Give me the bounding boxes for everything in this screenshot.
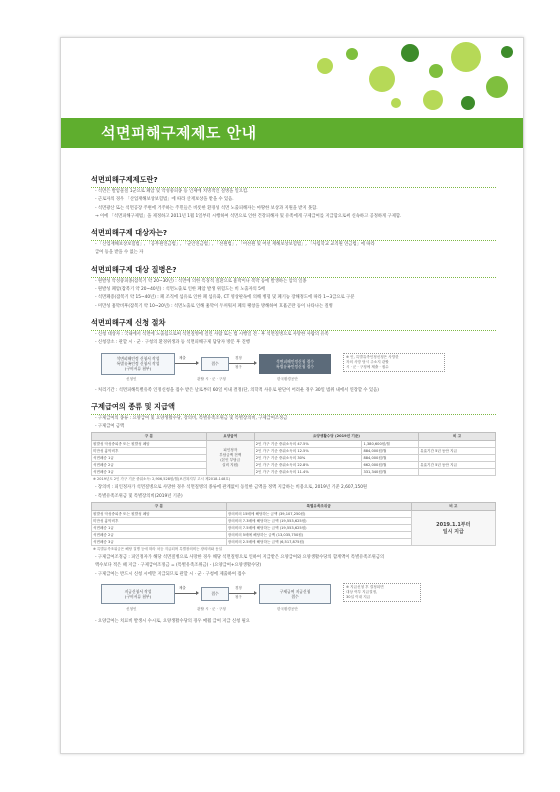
decor-circle xyxy=(401,44,419,62)
table-cell: 석면폐증 3급 xyxy=(92,469,207,476)
cell-line: (본인 부담금 xyxy=(220,458,241,463)
table-cell: 662,000원/월 xyxy=(362,462,419,469)
flow-arrow-label: 제출 xyxy=(179,355,186,360)
procedure-flow xyxy=(91,351,496,385)
text-line: - 석면은 발암물질 1군으로 폐암 및 악성중피종 등 인체에 치명적인 질병을 일으킴. xyxy=(95,189,249,194)
text-line: - 미만성 흉막비후(잠복기 약 10~20년) : 석면노출로 인해 흉막이 두꺼워져 폐의 팽창을 방해하여 호흡곤란 등이 나타나는 질병 xyxy=(95,303,333,309)
flow-note: ※ 지급신청 후 결정되면 대상 여부 지급결정, 30일 이내 지급 xyxy=(343,583,421,602)
table-cell: 1,380,600원/월 xyxy=(362,441,419,448)
table-cell xyxy=(206,441,254,476)
text-line: - 원발성 폐암(잠복기 약 20~40년) : 석면노출로 인한 폐암 발생 위험도는 비 노출자의 5배 xyxy=(95,287,266,293)
cell-line: 피인정자 xyxy=(223,448,238,453)
table-cell: 2인 가구 기준 중위소득의 12.5% xyxy=(254,448,362,455)
table-cell: 2인 가구 기준 중위소득의 47.5% xyxy=(254,441,362,448)
flow-arrow xyxy=(229,593,255,594)
table-cell: 2인 가구 기준 중위소득의 22.8% xyxy=(254,462,362,469)
table-row xyxy=(92,455,496,462)
table-cell: 미만성 흉막비후 xyxy=(92,448,207,455)
section-procedure xyxy=(91,315,496,395)
text-line: - 석면광산 또는 석면공장 주변에 거주하는 주민들은 비롯한 환경성 석면 노출피해자는 마땅한 보상과 지원을 받지 못함. xyxy=(95,205,318,211)
table-cell: 원발성 악성중피종 또는 원발성 폐암 xyxy=(92,511,227,518)
section-benefits xyxy=(91,399,496,626)
table-header-row xyxy=(92,503,496,511)
text-line: - 구제급여조정금 : 피인정자가 해당 석면질병으로 사망한 경우 해당 석면질병으로 인하여 지급받은 요양급여와 요양생활수당의 합계액이 특별유족조위금의 xyxy=(95,555,385,561)
decor-circle xyxy=(317,58,333,74)
table-cell xyxy=(419,455,496,462)
flow-arrow-label: 제출 xyxy=(179,585,186,590)
text-line: - 구제급여는 반드시 신청 시에만 지급되므로 관할 시 · 군 · 구청에 제출하여 접수 xyxy=(95,571,246,577)
table-header: 요양급여 xyxy=(206,433,254,441)
table-cell: 2인 가구 기준 중위소득의 11.4% xyxy=(254,469,362,476)
table-cell: 장의비의 5배에 해당하는 금액 (13,035,750원) xyxy=(226,532,411,539)
table-header: 요양생활수당 (2019년 기준) xyxy=(254,433,418,441)
section-title: 구제급여의 종류 및 지급액 xyxy=(91,399,496,415)
text-line: - 구제급여 금액 xyxy=(95,424,125,430)
flow-note: ※ 인, 특별유족인정신청은 사망한 자의 사망 당시 주소지 관할 시 · 군 · 구청에 제출 · 접수 xyxy=(343,353,445,372)
flow-arrow xyxy=(229,363,255,364)
table-header-row xyxy=(92,433,496,441)
flow-box-receipt: 접수 xyxy=(201,357,229,371)
cell-line: 부담금액 전액 xyxy=(219,453,242,458)
table-cell: 884,000원/월 xyxy=(362,455,419,462)
table-cell: 884,000원/월 xyxy=(362,448,419,455)
content xyxy=(91,168,496,626)
text-line: - 장의비 : 피인정자가 석면질병으로 사망한 경우 석면질병의 종류에 관계없이 동일한 금액을 정액 지급하는 비용으로, 2019년 기준 2,607,150원 xyxy=(95,485,368,491)
header-banner xyxy=(61,38,523,168)
section-title: 석면피해구제제도란? xyxy=(91,172,496,188)
table-header: 특별유족조위금 xyxy=(226,503,411,511)
table-row xyxy=(92,441,496,448)
benefit-table xyxy=(91,432,496,476)
table-cell: 장의비의 15배에 해당하는 금액 (39,107,250원) xyxy=(226,511,411,518)
decor-circle xyxy=(369,66,395,92)
table-cell: 장의비의 7.5배에 해당하는 금액 (19,553,625원) xyxy=(226,525,411,532)
text-line: - 석면폐증(잠복기 약 15~40년) : 폐 조직에 섬유로 인한 폐 섬유화, CT 영상판독에 의해 병형 및 폐기능 장해정도에 따라 1~3급으로 구분 xyxy=(95,295,355,301)
table-note: ※ 2019년도 2인 가구 기준 중위소득: 2,906,528원/월(보건복지부 고시 제2018-148호) xyxy=(93,477,231,482)
table-cell: 유효기간 5년 동안 지급 xyxy=(419,448,496,455)
table-cell: 장의비의 2.5배에 해당하는 금액 (6,517,875원) xyxy=(226,539,411,546)
section-title: 석면피해구제 대상 질병은? xyxy=(91,262,496,278)
text-line: - 특별유족조위금 및 특별장의비(2019년 기준) xyxy=(95,493,183,499)
document-page xyxy=(60,37,524,754)
flow-arrow-label: 경정 xyxy=(235,585,242,590)
flow-arrow xyxy=(175,593,197,594)
flow-label: 신청인 xyxy=(126,376,137,381)
text-line: - 원발성 악성중피종(잠복기 약 20~30년) : 석면에 의한 특징적 질환으로 흉막이나 복막 등에 발생하는 암의 일종 xyxy=(95,278,307,284)
flow-label: 한국환경공단 xyxy=(277,376,298,381)
flow-label: 관할 시 · 군 · 구청 xyxy=(197,606,226,611)
table-note: ※ 특별유족조위금은 해당 질병 등에 따라 차등 지급되며 특별장의비는 장의비와 동일 xyxy=(93,547,223,552)
table-cell: 석면폐증 1급 xyxy=(92,455,207,462)
text-line: - 「산업재해보상보험법」, 「공무원연금법」, 「군인연금법」, 「선원법」, 「어선원 및 어선 재해보상보험법」, 「사립학교 교직원 연금법」에 따라 xyxy=(95,242,375,248)
flow-box-agency: 석면피해인정신청 접수 특별유족인정신청 접수 xyxy=(259,354,331,374)
table-cell: 석면폐증 1급 xyxy=(92,525,227,532)
text-line: - 근로자의 경우 「산업재해보상보험법」에 따라 산재보상을 받을 수 있음. xyxy=(95,197,234,203)
text-line: - 구제급여의 종류 : 요양급여 및 요양생활수당, 장의비, 특별유족조위금 및 특별장의비, 구제급여조정금 xyxy=(95,415,288,421)
text-line: 액수보다 적은 때 지급 · 구제급여조정금 = (특별유족조위금) - (요양급여+요양생활수당) xyxy=(95,563,262,569)
flow-arrow xyxy=(175,363,197,364)
flow-box-application: 석면피해인정 신청서 작성 특별유족인정 신청서 작성 (구비서류 첨부) xyxy=(101,353,175,375)
table-header: 비 고 xyxy=(411,503,495,511)
page-title: 석면피해구제제도 안내 xyxy=(101,124,257,142)
decor-circle xyxy=(461,96,475,110)
decor-circle xyxy=(451,42,481,72)
table-cell: 331,340원/월 xyxy=(362,469,419,476)
flow-box-application: 지급신청서 작성 (구비서류 첨부) xyxy=(101,584,175,604)
table-cell xyxy=(419,469,496,476)
table-row xyxy=(92,462,496,469)
flow-arrow-label: 경정 xyxy=(235,355,242,360)
flow-label: 한국환경공단 xyxy=(277,606,298,611)
section-title: 석면피해구제 신청 절차 xyxy=(91,315,496,331)
table-row xyxy=(92,469,496,476)
decor-circle xyxy=(423,90,443,110)
table-cell xyxy=(419,441,496,448)
table-row xyxy=(92,511,496,518)
flow-arrow-label: 청구 xyxy=(235,364,242,369)
text-line: → 이에 「석면피해구제법」을 제정하고 2011년 1월 1일부터 시행하여 석면으로 인한 건강피해자 및 유족에게 구제급여를 지급함으로써 신속하고 공정하게 구제함. xyxy=(95,213,402,219)
table-cell: 석면폐증 3급 xyxy=(92,539,227,546)
table-header: 비 고 xyxy=(419,433,496,441)
section-diseases xyxy=(91,262,496,311)
text-line: - 신청장소 : 관할 시 · 군 · 구청의 환경위생과 등 석면피해구제 담당자 방문 후 진행 xyxy=(95,340,250,346)
table-cell: 석면폐증 2급 xyxy=(92,462,207,469)
section-eligibility xyxy=(91,225,496,258)
table-row xyxy=(92,448,496,455)
text-line: - 처리기간 : 석면피해특별유족 인정신청을 접수 받은 날로부터 60일 이내 결정(단, 의학적 사유로 판단이 어려운 경우 30일 범위 내에서 연장할 수 있음) xyxy=(95,387,379,393)
table-cell: 2인 가구 기준 중위소득의 30% xyxy=(254,455,362,462)
decor-circle xyxy=(501,46,513,58)
section-overview xyxy=(91,172,496,221)
text-line: 급여 등을 받을 수 없는 자 xyxy=(95,250,144,256)
table-cell: 미만성 흉막비후 xyxy=(92,518,227,525)
table-cell: 2019.1.1부터 일시 지급 xyxy=(411,511,495,546)
text-line: - 요양급여는 치료비 발생시 수시로, 요양생활수당의 경우 매월 급여 지급 신청 필요 xyxy=(95,618,250,624)
flow-label: 신청인 xyxy=(126,606,137,611)
decor-circle xyxy=(391,98,401,108)
cell-line: 실비 지원) xyxy=(222,463,239,468)
decor-circle xyxy=(429,64,443,78)
table-header: 구 분 xyxy=(92,503,227,511)
table-cell: 유효기간 5년 동안 지급 xyxy=(419,462,496,469)
decor-circle xyxy=(346,48,358,60)
flow-label: 관할 시 · 군 · 구청 xyxy=(197,376,226,381)
payment-flow xyxy=(91,582,496,616)
decor-circle xyxy=(486,76,508,98)
flow-box-agency: 구제급여 지급신청 접수 xyxy=(259,584,331,604)
table-cell: 장의비의 7.3배에 해당하는 금액 (19,553,625원) xyxy=(226,518,411,525)
text-line: - 신청 대상자 : 국내에서 석면에 노출됨으로써 석면질병에 걸린 사람 또는 법 시행일 전 · 후 석면질병으로 사망한 사람의 유족 xyxy=(95,331,329,337)
survivor-benefit-table xyxy=(91,502,496,546)
table-cell: 원발성 악성중피종 또는 원발성 폐암 xyxy=(92,441,207,448)
flow-arrow-label: 청구 xyxy=(235,594,242,599)
flow-box-receipt: 접수 xyxy=(201,587,229,601)
table-cell: 석면폐증 2급 xyxy=(92,532,227,539)
table-header: 구 분 xyxy=(92,433,207,441)
section-title: 석면피해구제 대상자는? xyxy=(91,225,496,241)
